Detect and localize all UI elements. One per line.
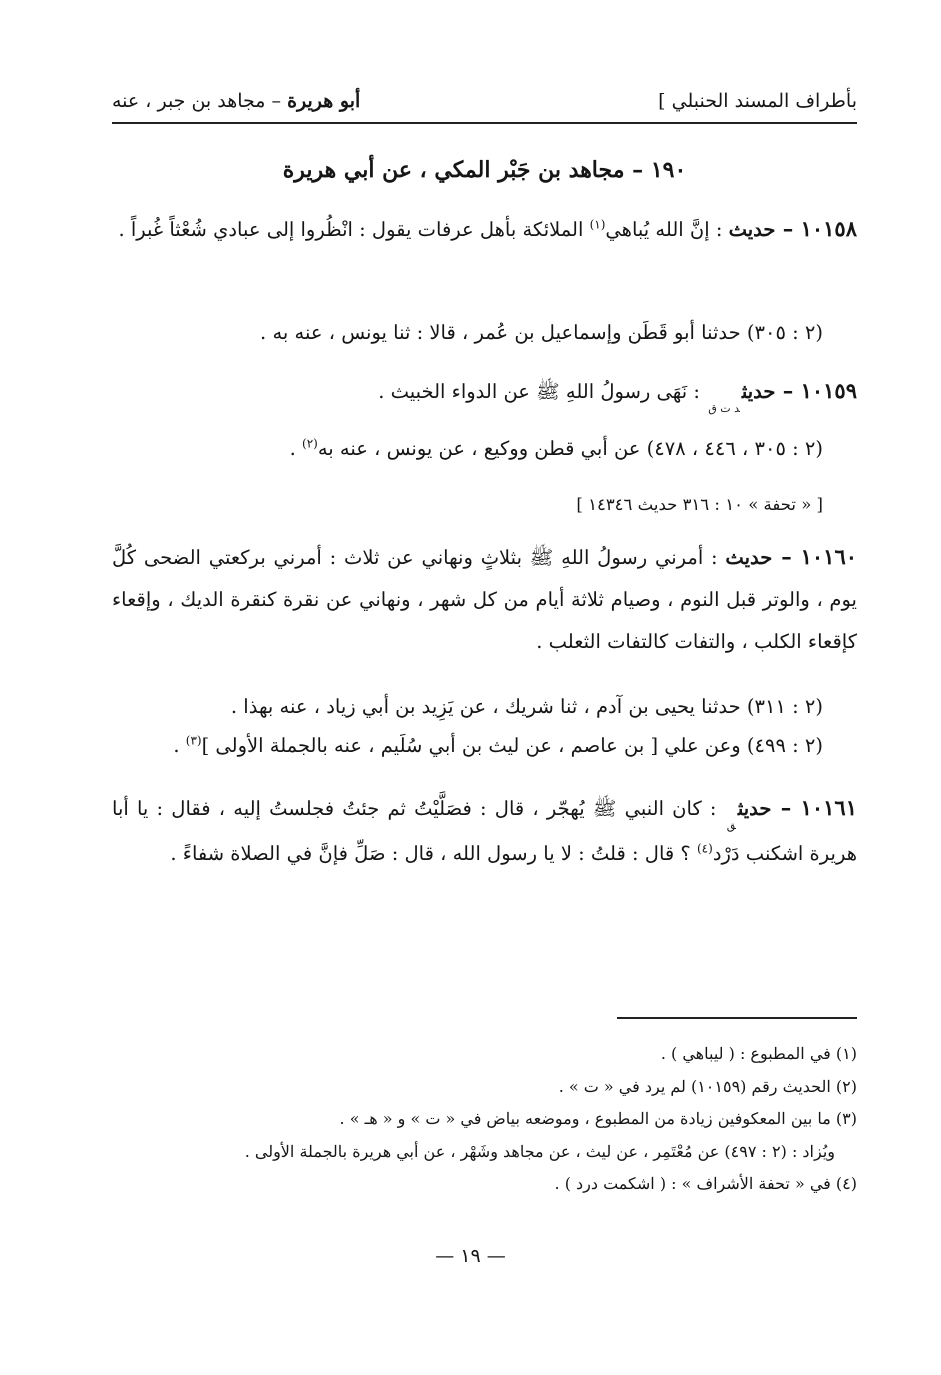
hadith-text-cont: الملائكة بأهل عرفات يقول : انْظُروا إلى عبادي شُعْثاً غُبراً . [118, 218, 590, 241]
hadith-text: : أمرني رسولُ اللهِ ﷺ بثلاثٍ ونهاني عن ثلاث : أمرني بركعتي الضحى كُلَّ يوم ، والوتر قبل النوم ، وصيام ثلاثة أيام من كل شهر ، ونهاني عن نقرة كنقرة الديك ، وإقعاء كإقعاء الكلب ، والتفات كالتفات الثعلب . [112, 546, 857, 653]
hadith-dash: – [771, 795, 801, 820]
source-line: (٢ : ٣٠٥) حدثنا أبو قَطَن وإسماعيل بن عُمر ، قالا : ثنا يونس ، عنه به . [260, 321, 823, 344]
source-text: (٢ : ٤٩٩) وعن علي [ بن عاصم ، عن ليث بن أبي سُلَيم ، عنه بالجملة الأولى ] [201, 734, 823, 757]
footnotes [97, 1038, 857, 1201]
header-divider [112, 122, 857, 124]
hadith-keyword: حديث [741, 380, 776, 403]
source-line [83, 430, 823, 468]
hadith-number: ١٠١٦٠ [800, 544, 858, 569]
hadith-text: : إنَّ الله يُباهي [605, 218, 729, 241]
footnote-divider [617, 1017, 857, 1019]
hadith-number: ١٠١٥٨ [800, 216, 857, 241]
hadith-dash: – [775, 216, 801, 241]
footnote-ref: (١) [589, 217, 606, 232]
header-chapter-name: أبو هريرة [287, 90, 361, 112]
hadith-number: ١٠١٦١ [800, 795, 857, 820]
source-line [83, 727, 823, 765]
hadith-keyword: حديث [728, 218, 776, 241]
footnote-1: (١) في المطبوع : ( ليباهي ) . [660, 1044, 857, 1063]
page-number: — ١٩ — [435, 1245, 506, 1267]
source-line: (٢ : ٣١١) حدثنا يحيى بن آدم ، ثنا شريك ، عن يَزِيد بن أبي زياد ، عنه بهذا . [230, 695, 823, 718]
hadith-text: : نَهَى رسولُ اللهِ ﷺ عن الدواء الخبيث . [378, 380, 707, 403]
hadith-text: : كان النبي ﷺ يُهجّر ، قال : فصَلَّيْتُ ثم جئتُ فجلستُ إليه ، فقال : يا أبا هريرة اشكنب دَرْد [112, 797, 857, 865]
footnote-ref: (٢) [302, 436, 318, 451]
footnote-ref: (٤) [696, 841, 713, 856]
hadith-keyword: حديث [725, 546, 773, 569]
source-end: . [289, 437, 302, 460]
hadith-text-cont: ؟ قال : قلتُ : لا يا رسول الله ، قال : صَلِّ فإنَّ في الصلاة شفاءً . [170, 842, 697, 865]
hadith-entry-10158 [112, 208, 857, 251]
footnote-2: (٢) الحديث رقم (١٠١٥٩) لم يرد في « ت » . [558, 1076, 857, 1096]
source-end: . [173, 734, 186, 757]
footnote-3-addendum: ويُزاد : (٢ : ٤٩٧) عن مُعْتَمِر ، عن ليث ، عن مجاهد وشَهْر ، عن أبي هريرة بالجملة الأولى . [244, 1141, 835, 1161]
hadith-dash: – [775, 378, 801, 403]
header-chapter-rest: – مجاهد بن جبر ، عنه [112, 90, 288, 112]
footnote-3: (٣) ما بين المعكوفين زيادة من المطبوع ، وموضعه بياض في « ت » و « هـ » . [339, 1109, 857, 1128]
hadith-entry-10159 [112, 370, 857, 416]
header-chapter [112, 84, 360, 118]
footnote-4: (٤) في « تحفة الأشراف » : ( اشكمت درد ) . [554, 1174, 857, 1193]
running-header [112, 84, 857, 118]
siglum-marker: د ت ق [708, 402, 740, 415]
hadith-keyword: حديث [737, 797, 772, 820]
siglum-marker: ق [726, 819, 736, 832]
hadith-entry-10160 [112, 536, 857, 663]
tuhfa-reference: [ « تحفة » ١٠ : ٣١٦ حديث ١٤٣٤٦ ] [576, 495, 823, 514]
header-book-title: بأطراف المسند الحنبلي ] [658, 90, 857, 112]
footnote-ref: (٣) [185, 733, 202, 748]
section-title: ١٩٠ – مجاهد بن جَبْر المكي ، عن أبي هريرة [282, 157, 687, 183]
hadith-dash: – [772, 544, 801, 569]
hadith-entry-10161 [112, 787, 857, 875]
source-text: (٢ : ٣٠٥ ، ٤٤٦ ، ٤٧٨) عن أبي قطن ووكيع ، عن يونس ، عنه به [317, 437, 823, 460]
hadith-number: ١٠١٥٩ [800, 378, 857, 403]
